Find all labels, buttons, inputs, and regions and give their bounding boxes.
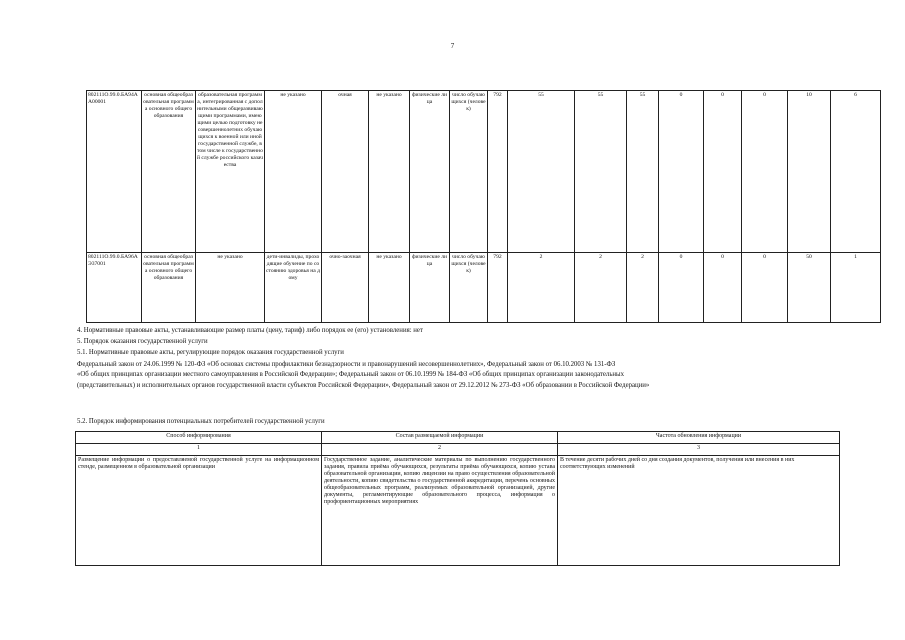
table-cell: 0 [659, 91, 704, 253]
registry-code-cell: 802111О.99.0.БА94АА00001 [87, 91, 142, 253]
table-row [76, 456, 840, 566]
section-5-heading: 5. Порядок оказания государственной услуги [77, 338, 208, 345]
table-cell: образовательная программа, интегрированная с дополнительными общеразвивающими программами, имеющими целью подготовку несовершеннолетних обучающихся к военной или иной государственной службе, в том числе к государственной службе российского казачества [196, 91, 265, 253]
table-cell: не указано [196, 253, 265, 323]
table-cell: 792 [488, 91, 508, 253]
laws-line: Федеральный закон от 24.06.1999 № 120-ФЗ «Об основах системы профилактики безнадзорности и правонарушений несовершеннолетних», Федеральный закон от 06.10.2003 № 131-ФЗ [77, 361, 616, 368]
table-cell: основная общеобразовательная программа основного общего образования [142, 253, 196, 323]
table-cell: очно-заочная [322, 253, 369, 323]
table-cell: 0 [704, 91, 742, 253]
column-number: 3 [558, 444, 840, 456]
table-cell: не указано [369, 91, 410, 253]
table-row [87, 91, 881, 253]
method-cell: Размещение информации о предоставляемой государственной услуге на информационном стенде, размещенном в образовательной организации [76, 456, 322, 566]
table-cell: 1 [831, 253, 881, 323]
table-cell: 10 [788, 91, 831, 253]
information-table [75, 431, 840, 566]
frequency-cell: В течение десяти рабочих дней со дня создания документов, получения или внесения в них соответствующих изменений [558, 456, 840, 566]
section-4-text: 4. Нормативные правовые акты, устанавливающие размер платы (цену, тариф) либо порядок ее (его) установления: нет [77, 327, 423, 334]
table-cell: 2 [627, 253, 659, 323]
column-header: Способ информирования [76, 432, 322, 444]
table-cell: число обучающихся (человек) [450, 253, 488, 323]
laws-line: «Об общих принципах организации местного самоуправления в Российской Федерации»; Федеральный закон от 06.10.1999 № 184-ФЗ «Об общих принципах организации законодательных [77, 371, 625, 378]
section-5-2-heading: 5.2. Порядок информирования потенциальных потребителей государственной услуги [77, 418, 325, 425]
page-number: 7 [450, 42, 455, 50]
column-header: Состав размещаемой информации [322, 432, 558, 444]
column-number: 1 [76, 444, 322, 456]
section-5-1-heading: 5.1. Нормативные правовые акты, регулирующие порядок оказания государственной услуги [77, 349, 344, 356]
table-cell: физические лица [410, 253, 450, 323]
registry-code-cell: 802111О.99.0.БА96АЭ37001 [87, 253, 142, 323]
content-cell: Государственное задание, аналитические материалы по выполнению государственного задания, правила приёма обучающихся, результаты приёма обучающихся, копию устава образовательной организации, копию лицензии на право осуществления образовательной деятельности, копию свидетельства о государственной аккредитации, перечень основных общеобразовательных программ, реализуемых образовательной организацией, другие документы, регламентирующие образовательного процесса, информация о профориентационных мероприятиях [322, 456, 558, 566]
table-cell: не указано [265, 91, 322, 253]
table-cell: основная общеобразовательная программа основного общего образования [142, 91, 196, 253]
table-cell: 792 [488, 253, 508, 323]
column-number: 2 [322, 444, 558, 456]
laws-line: (представительных) и исполнительных органов государственной власти субъектов Российской Федерации», Федеральный закон от 29.12.2012 № 273-ФЗ «Об образовании в Российской Федерации» [77, 382, 650, 389]
table-header-row [76, 432, 840, 444]
table-cell: не указано [369, 253, 410, 323]
table-cell: 2 [575, 253, 627, 323]
table-cell: 0 [659, 253, 704, 323]
table-cell: физические лица [410, 91, 450, 253]
table-cell: 0 [742, 91, 788, 253]
column-number-row [76, 444, 840, 456]
table-cell: 0 [704, 253, 742, 323]
table-cell: 50 [788, 253, 831, 323]
table-cell: 0 [742, 253, 788, 323]
column-header: Частота обновления информации [558, 432, 840, 444]
table-cell: очная [322, 91, 369, 253]
table-row [87, 253, 881, 323]
table-cell: число обучающихся (человек) [450, 91, 488, 253]
table-cell: 55 [575, 91, 627, 253]
table-cell: дети-инвалиды, проходящие обучение по состоянию здоровья на дому [265, 253, 322, 323]
table-cell: 6 [831, 91, 881, 253]
table-cell: 2 [508, 253, 575, 323]
table-cell: 55 [508, 91, 575, 253]
table-cell: 55 [627, 91, 659, 253]
services-table [86, 90, 881, 323]
